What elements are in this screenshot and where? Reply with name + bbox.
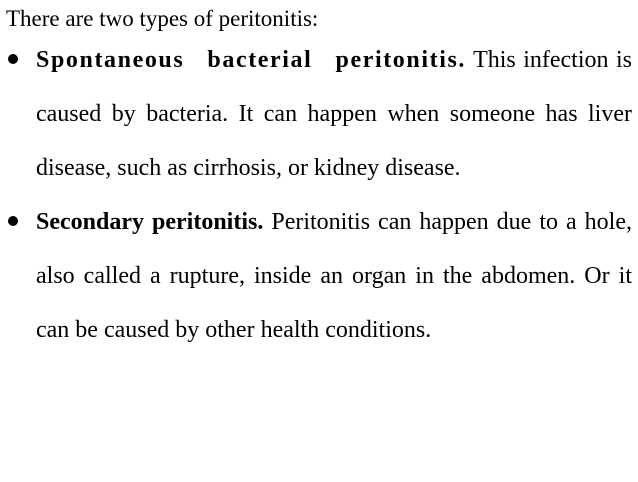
list-item-text (36, 195, 632, 357)
list-item-body: Peritonitis can happen due to a hole, also called a rupture, inside an organ in the abdomen. Or it can be caused by other health conditions. (36, 209, 632, 343)
list-item-heading: Spontaneous bacterial peritonitis. (36, 47, 467, 73)
intro-text: There are two types of peritonitis: (6, 6, 319, 31)
list-item-spontaneous (6, 33, 632, 195)
bullet-icon (8, 54, 18, 64)
list-item-body: This infection is caused by bacteria. It can happen when someone has liver disease, such as cirrhosis, or kidney disease. (36, 47, 632, 181)
peritonitis-types-list (6, 33, 632, 357)
list-item-text (36, 33, 632, 195)
bullet-icon (8, 216, 18, 226)
list-item-secondary (6, 195, 632, 357)
document-page (0, 3, 638, 482)
list-item-heading: Secondary peritonitis. (36, 209, 264, 235)
